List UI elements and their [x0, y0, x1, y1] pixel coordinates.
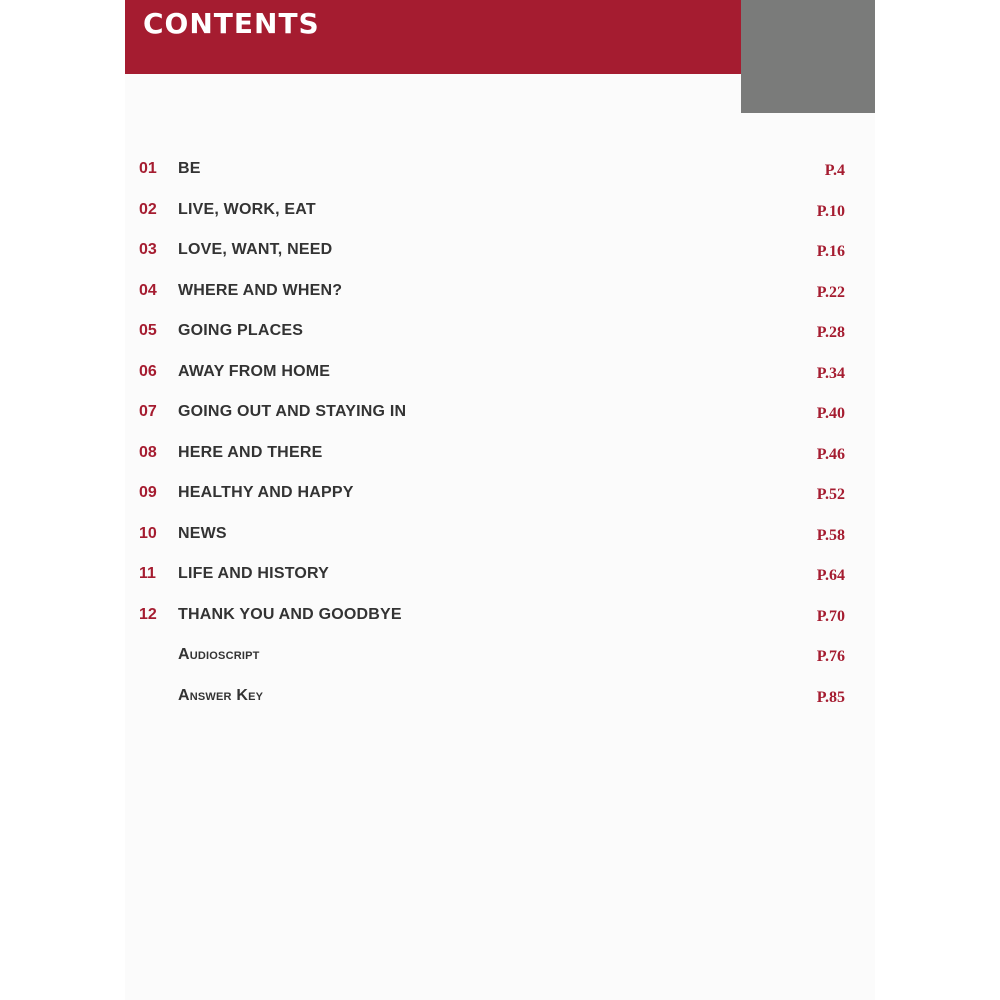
toc-label: WHERE AND WHEN? [178, 281, 343, 299]
toc-number: 02 [139, 200, 157, 218]
toc-label: BE [178, 160, 201, 177]
toc-page-ref: P.52 [816, 486, 845, 503]
document-page [125, 0, 875, 1000]
toc-row [125, 314, 875, 355]
toc-label: GOING PLACES [178, 322, 304, 339]
toc-label: AWAY FROM HOME [178, 362, 331, 380]
toc-label: NEWS [178, 524, 227, 542]
toc-page-ref: P.34 [816, 364, 845, 382]
toc-label: Answer Key [178, 686, 264, 704]
toc-page-ref: P.64 [816, 567, 845, 584]
toc-page-ref: P.28 [816, 324, 845, 341]
toc-row [125, 355, 875, 396]
toc-page-ref: P.16 [816, 243, 845, 260]
toc-number: 11 [139, 565, 156, 582]
header-band [125, 0, 741, 74]
toc-row [125, 557, 875, 598]
toc-label: Audioscript [178, 646, 260, 663]
toc-number: 10 [139, 524, 157, 542]
toc-number: 03 [139, 241, 157, 258]
toc-row [125, 517, 875, 558]
toc-label: HEALTHY AND HAPPY [178, 484, 354, 501]
toc-page-ref: P.76 [816, 648, 845, 665]
toc-label: LIFE AND HISTORY [178, 565, 330, 582]
toc-label: LIVE, WORK, EAT [178, 200, 316, 218]
toc-page-ref: P.85 [816, 688, 845, 706]
toc-number: 01 [139, 160, 157, 177]
toc-row [125, 436, 875, 477]
toc-label: GOING OUT AND STAYING IN [178, 403, 407, 420]
toc-number: 09 [139, 484, 157, 501]
toc-page-ref: P.10 [816, 202, 845, 220]
toc-label: LOVE, WANT, NEED [178, 241, 333, 258]
toc-number: 08 [139, 443, 157, 461]
toc-label: HERE AND THERE [178, 443, 323, 461]
toc-row [125, 598, 875, 639]
toc-page-ref: P.46 [816, 445, 845, 463]
toc-row [125, 476, 875, 517]
toc-number: 04 [139, 281, 157, 299]
table-of-contents [125, 152, 875, 719]
corner-block [741, 0, 875, 113]
toc-number: 06 [139, 362, 157, 380]
toc-page-ref: P.70 [816, 607, 845, 625]
toc-page-ref: P.4 [824, 162, 845, 179]
toc-row [125, 193, 875, 234]
page-title: CONTENTS [143, 7, 320, 40]
toc-label: THANK YOU AND GOODBYE [178, 605, 402, 623]
toc-row-audioscript [125, 638, 875, 679]
toc-row [125, 233, 875, 274]
toc-number: 05 [139, 322, 157, 339]
toc-number: 07 [139, 403, 157, 420]
toc-page-ref: P.58 [816, 526, 845, 544]
toc-row [125, 152, 875, 193]
toc-row [125, 274, 875, 315]
toc-page-ref: P.22 [816, 283, 845, 301]
toc-row-answer-key [125, 679, 875, 720]
toc-page-ref: P.40 [816, 405, 845, 422]
toc-row [125, 395, 875, 436]
toc-number: 12 [139, 605, 157, 623]
